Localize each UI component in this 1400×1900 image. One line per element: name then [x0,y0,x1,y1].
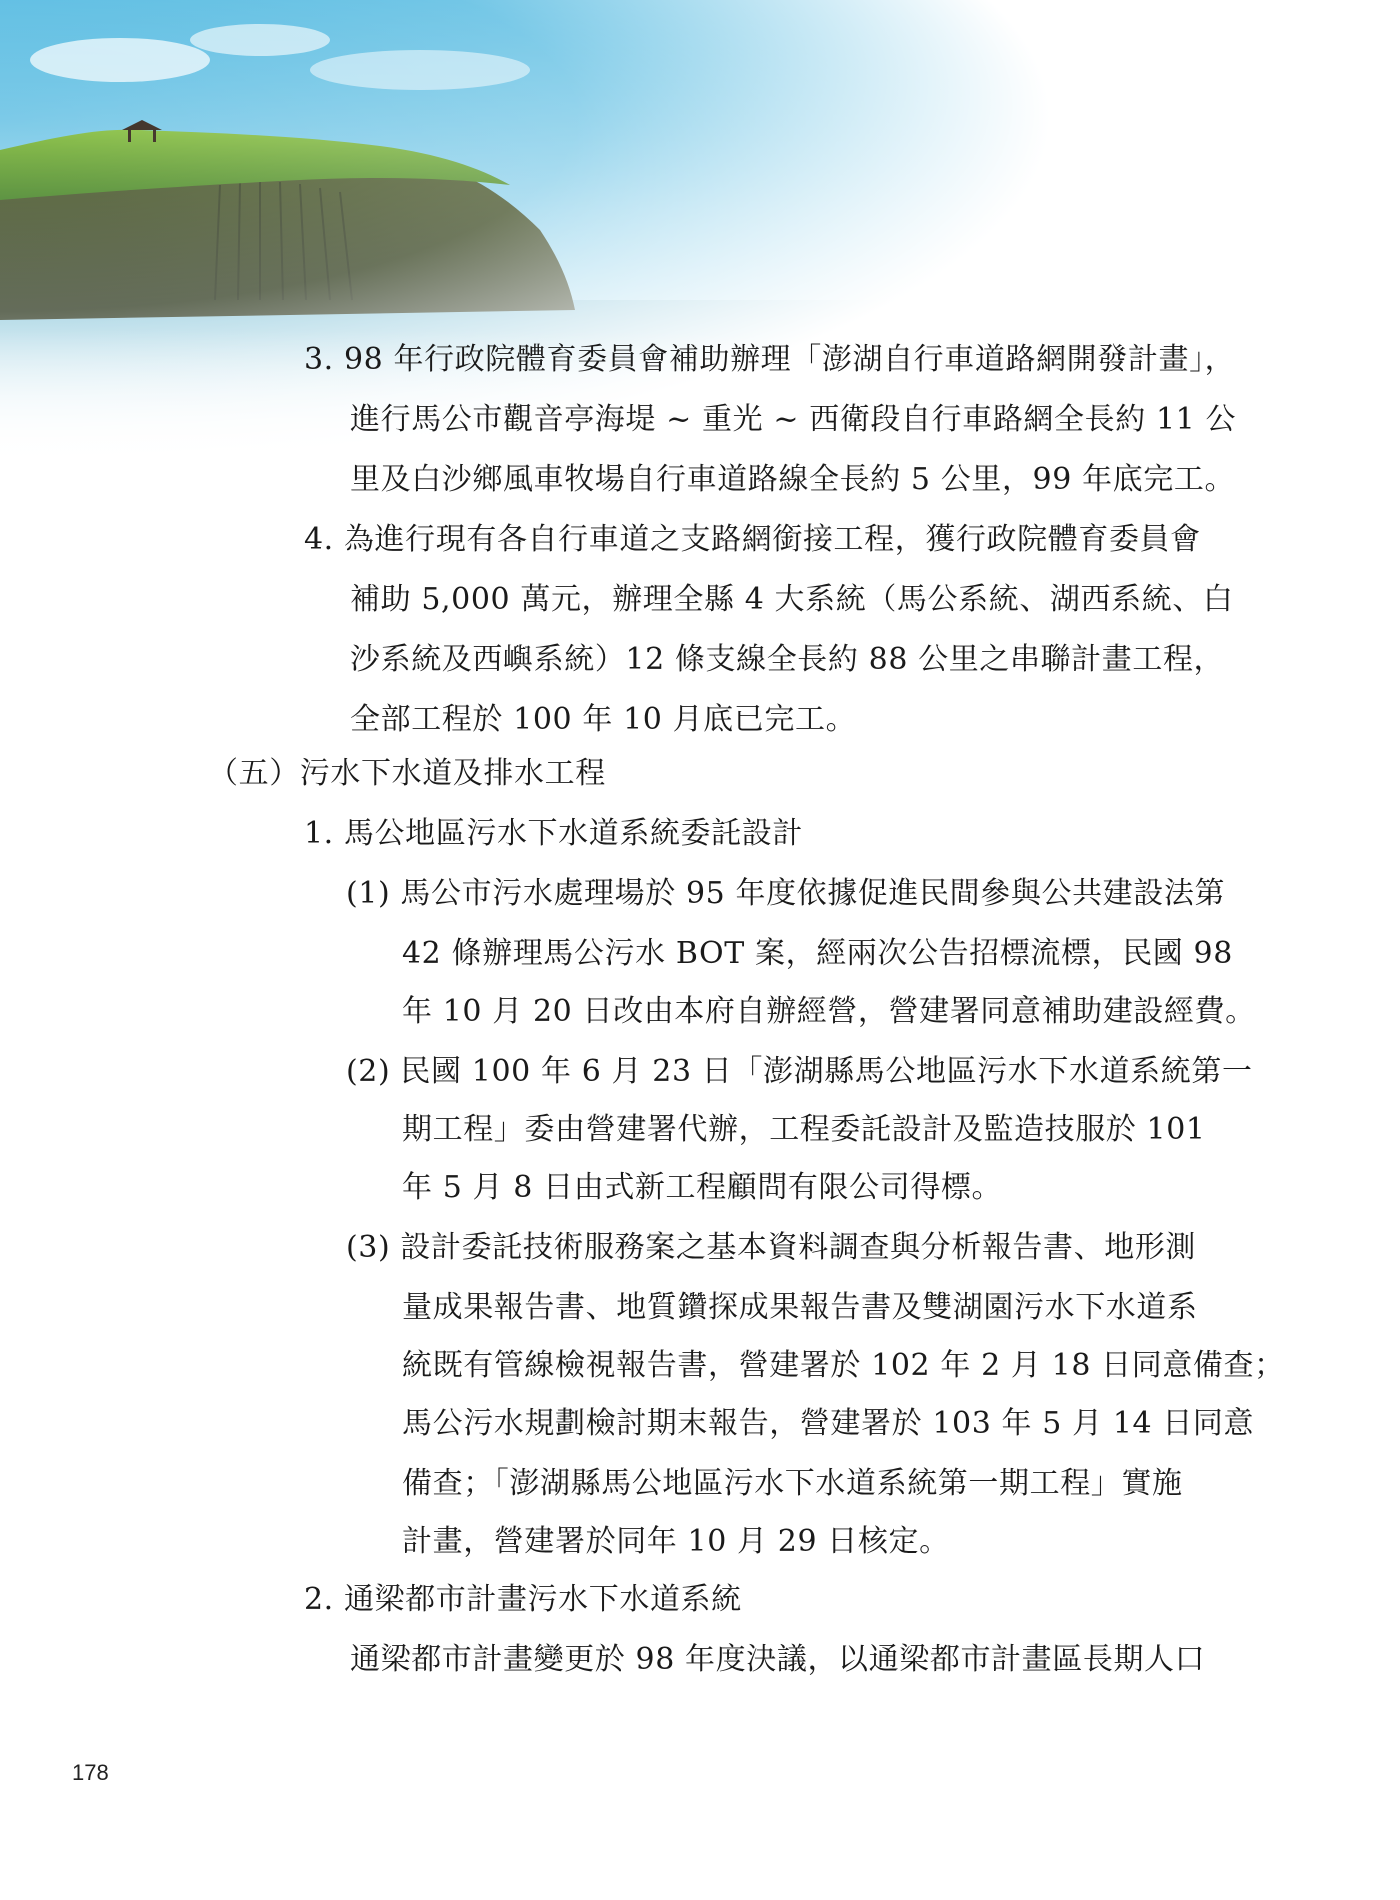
subsection-1-heading: 1. 馬公地區污水下水道系統委託設計 [304,816,803,851]
item-1-3-line-4: 馬公污水規劃檢討期末報告，營建署於 103 年 5 月 14 日同意 [402,1406,1255,1441]
section-heading: （五）污水下水道及排水工程 [208,756,606,791]
subsection-2-heading: 2. 通梁都市計畫污水下水道系統 [304,1582,742,1617]
list-item-3-line-2: 進行馬公市觀音亭海堤 ~ 重光 ~ 西衛段自行車路網全長約 11 公 [350,402,1237,437]
page-number: 178 [72,1760,109,1785]
list-item-4-line-4: 全部工程於 100 年 10 月底已完工。 [350,702,857,737]
item-1-2-line-3: 年 5 月 8 日由式新工程顧問有限公司得標。 [402,1170,1003,1205]
item-1-3-line-3: 統既有管線檢視報告書，營建署於 102 年 2 月 18 日同意備查； [402,1348,1285,1383]
item-1-2-line-2: 期工程」委由營建署代辦，工程委託設計及監造技服於 101 [402,1112,1206,1147]
item-1-3-line-5: 備查；「澎湖縣馬公地區污水下水道系統第一期工程」實施 [402,1466,1183,1501]
item-1-3-line-2: 量成果報告書、地質鑽探成果報告書及雙湖園污水下水道系 [402,1290,1198,1325]
subsection-2-paragraph: 通梁都市計畫變更於 98 年度決議，以通梁都市計畫區長期人口 [350,1642,1206,1677]
item-1-1-line-3: 年 10 月 20 日改由本府自辦經營，營建署同意補助建設經費。 [402,994,1256,1029]
item-1-3-line-1: (3) 設計委託技術服務案之基本資料調查與分析報告書、地形測 [346,1230,1197,1265]
list-item-4-line-1: 4. 為進行現有各自行車道之支路網銜接工程，獲行政院體育委員會 [304,522,1201,557]
list-item-3-line-3: 里及白沙鄉風車牧場自行車道路線全長約 5 公里，99 年底完工。 [350,462,1236,497]
item-1-2-line-1: (2) 民國 100 年 6 月 23 日「澎湖縣馬公地區污水下水道系統第一 [346,1054,1253,1089]
item-1-1-line-2: 42 條辦理馬公污水 BOT 案，經兩次公告招標流標，民國 98 [402,936,1233,971]
list-item-4-line-3: 沙系統及西嶼系統）12 條支線全長約 88 公里之串聯計畫工程， [350,642,1225,677]
list-item-4-line-2: 補助 5,000 萬元，辦理全縣 4 大系統（馬公系統、湖西系統、白 [350,582,1234,617]
list-item-3-line-1: 3. 98 年行政院體育委員會補助辦理「澎湖自行車道路網開發計畫」， [304,342,1236,377]
item-1-1-line-1: (1) 馬公市污水處理場於 95 年度依據促進民間參與公共建設法第 [346,876,1226,911]
item-1-3-line-6: 計畫，營建署於同年 10 月 29 日核定。 [402,1524,950,1559]
